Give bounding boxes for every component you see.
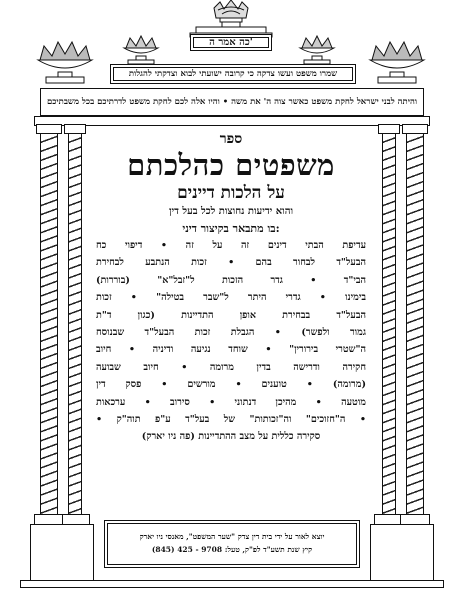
column-capital xyxy=(36,124,62,134)
left-outer-column xyxy=(40,134,58,514)
lower-beam-plaque xyxy=(40,88,424,116)
beam-shelf xyxy=(34,116,430,126)
contents-line: גמור ולפשר) • הגבלת זכות הבעל"ד שבנוסח xyxy=(96,327,366,339)
contents-line: (מרומה) • טוענים • מורשים • פסק דין xyxy=(96,379,366,391)
right-outer-column xyxy=(406,134,424,514)
contents-line: ה"שטרי בירורין" • שוחד נגיעה ודיניה • חיוב xyxy=(96,344,366,356)
lower-beam-text: והיתה לבני ישראל לחקת משפט כאשר צוה ה' את משה • והיו אלה לכם לחקת משפט לדרתיכם בכל משבתיכם xyxy=(46,97,418,107)
flower-urn-icon xyxy=(116,34,166,66)
publisher-contact: קיץ שנת תשע"ד לפ"ק, טעל: 9708 - 425 (845) xyxy=(151,545,313,554)
book-subtitle: על הלכות דיינים xyxy=(177,183,285,203)
flower-urn-icon xyxy=(32,40,98,88)
flower-urn-icon xyxy=(176,0,286,62)
contents-line: הבעל"ד לבחור בהם • זכות הנתבע לבחירת xyxy=(96,257,366,269)
pedestal-left xyxy=(30,524,94,582)
contents-line: בימינו • גדרי היתר ל"שבר בטילה" • זכות xyxy=(96,292,366,304)
book-tagline: והוא ידיעות נחוצות לכל בעל דין xyxy=(168,206,294,217)
contents-intro: בו מתבאר בקיצור דיני: xyxy=(182,222,280,235)
book-title: משפטים כהלכתם xyxy=(127,148,335,182)
floor-line xyxy=(20,580,444,588)
contents-line: חקירה ודרישה בדין מרומה • חיוב שבועה xyxy=(96,361,366,373)
far-right-urn-ornament xyxy=(364,40,430,92)
title-page-content xyxy=(96,130,366,510)
contents-line: הבי"ד • גדר הזכות ל"זבל"א" (בוררות) xyxy=(96,274,366,286)
right-inner-column xyxy=(382,134,396,514)
publisher-plaque xyxy=(104,520,360,568)
left-inner-column xyxy=(68,134,82,514)
contents-line: הבעל"ד בבחירת אופן התדיינות (כגון ד"ת xyxy=(96,309,366,321)
flower-urn-icon xyxy=(364,40,430,88)
contents-line: מוטעה • מהיכן דנתוני • סירוב • ערכאות xyxy=(96,396,366,408)
flower-urn-icon xyxy=(292,34,342,66)
top-plaque: כה אמר ה' xyxy=(190,34,272,51)
column-capital xyxy=(378,124,400,134)
crown-ornament xyxy=(176,0,286,62)
title-prefix: ספר xyxy=(219,131,243,147)
contents-line: עדיפת הבתי דינים זה על זה • דיפוי כח xyxy=(96,240,366,251)
pedestal-right xyxy=(370,524,434,582)
far-left-urn-ornament xyxy=(32,40,98,92)
column-capital xyxy=(402,124,428,134)
contents-line: • ה"חזוכים" וה"זכותות" של בעל"ד ע"פ תוה"ק • xyxy=(96,414,366,426)
contents-line: סקירה כללית על מצב ההתדיינות (פה ניו יארק) xyxy=(141,431,321,443)
column-capital xyxy=(64,124,86,134)
publisher-line: יוצא לאור על ידי בית דין צדק "שער המשפט", מאנסי ניו יארק xyxy=(139,532,325,541)
upper-beam-plaque: שמרו משפט ועשו צדקה כי קרובה ישועתי לבוא וצדקתי להגלות xyxy=(110,64,356,84)
